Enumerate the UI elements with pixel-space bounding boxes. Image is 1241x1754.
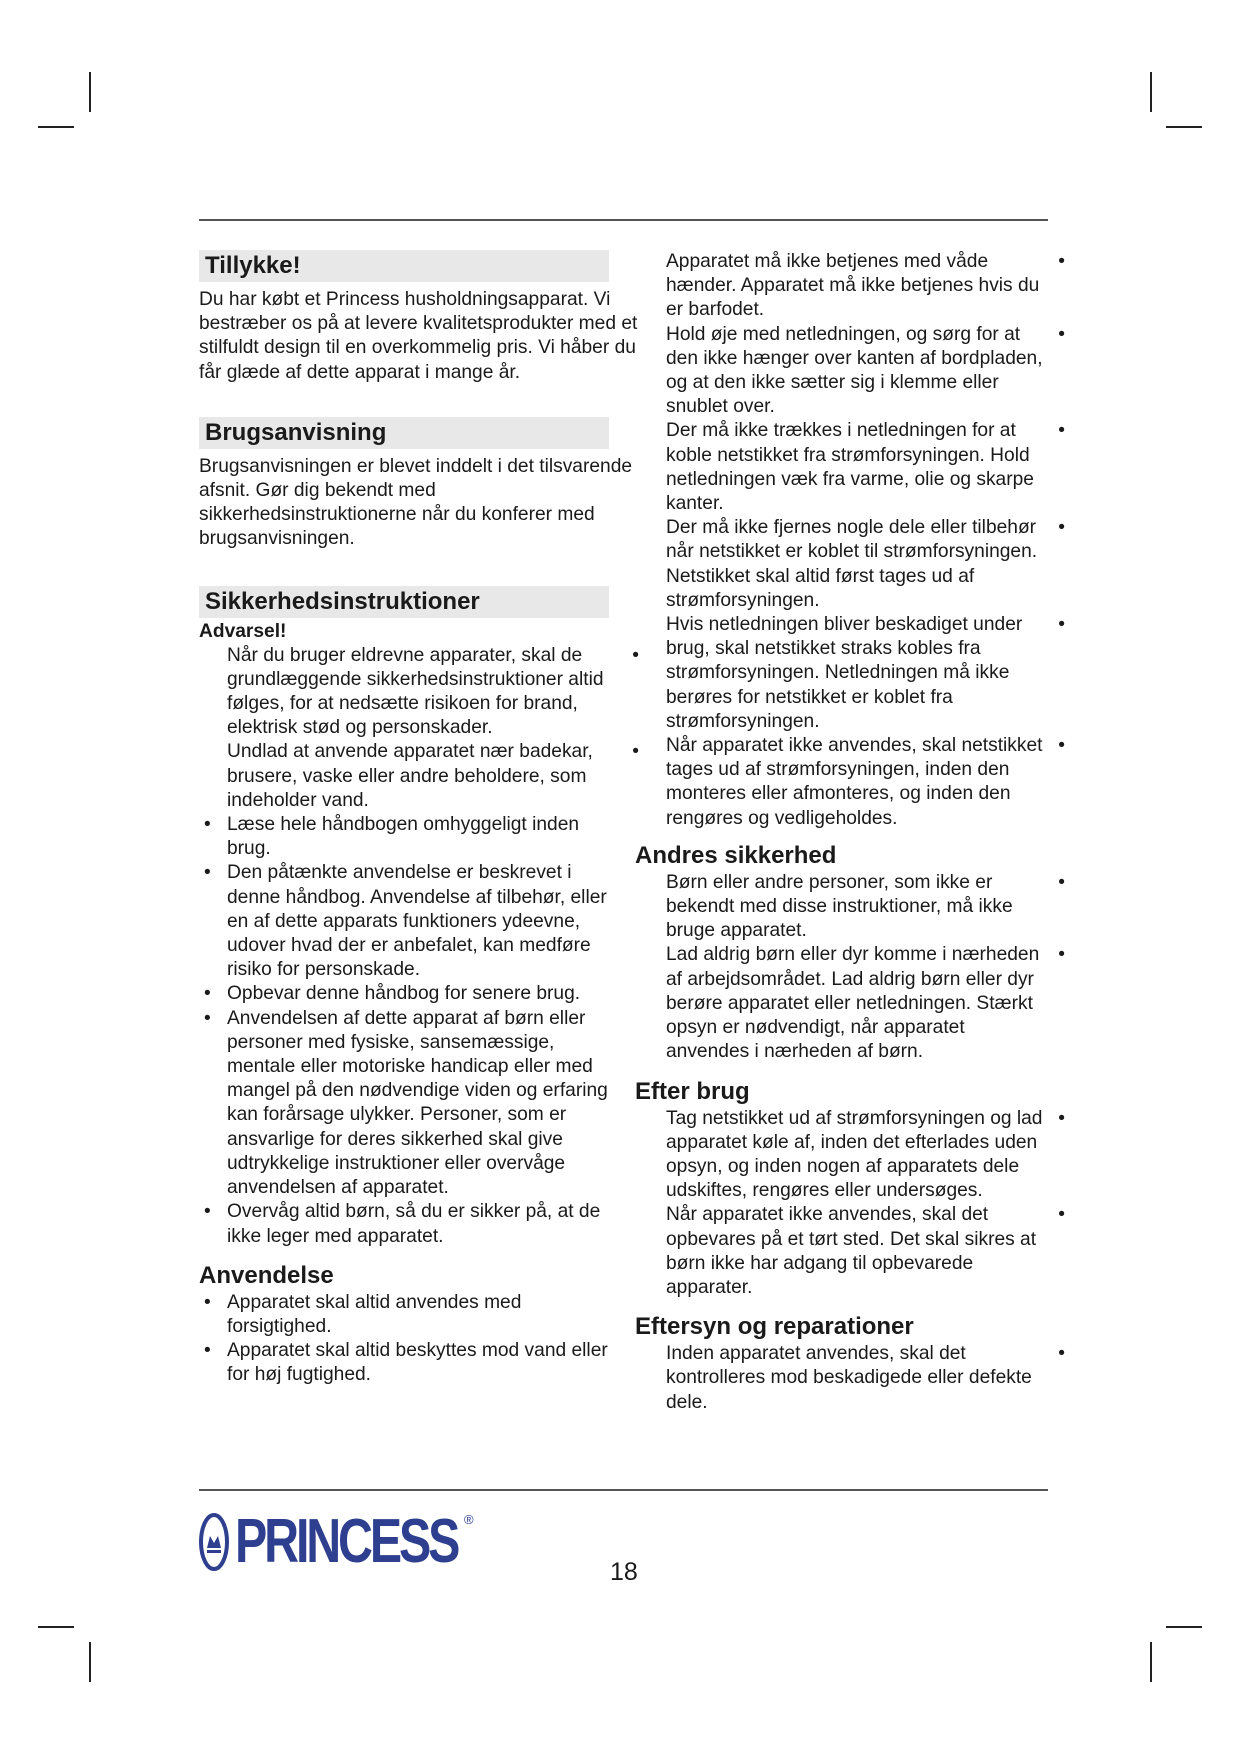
heading-andres-sikkerhed: Andres sikkerhed bbox=[635, 841, 837, 869]
heading-tillykke: Tillykke! bbox=[199, 250, 609, 282]
crop-mark-bottom-right-v bbox=[1150, 1642, 1152, 1682]
crop-mark-bottom-left-v bbox=[89, 1642, 91, 1682]
list-item: Hvis netledningen bliver beskadiget under brug, skal netstikket straks kobles fra strømforsyningen. Netledningen må ikke berøres for netstikket er koblet fra strømforsyningen. • bbox=[635, 613, 1065, 734]
list-item: Når du bruger eldrevne apparater, skal de grundlæggende sikkerhedsinstruktioner altid følges, for at nedsætte risikoen for brand, elektrisk stød og personskader. • bbox=[199, 644, 639, 741]
crop-mark-top-left-v bbox=[89, 72, 91, 112]
heading-sikkerhed: Sikkerhedsinstruktioner bbox=[199, 586, 609, 618]
list-item: Undlad at anvende apparatet nær badekar, brusere, vaske eller andre beholdere, som indeholder vand. • bbox=[199, 740, 639, 813]
crown-emblem-icon bbox=[199, 1510, 229, 1574]
list-item: Når apparatet ikke anvendes, skal det opbevares på et tørt sted. Det skal sikres at børn ikke har adgang til opbevarede apparater. • bbox=[635, 1203, 1065, 1300]
list-item: Der må ikke fjernes nogle dele eller tilbehør når netstikket er koblet til strømforsyningen. Netstikket skal altid først tages ud af strømforsyningen. • bbox=[635, 516, 1065, 613]
left-column bbox=[199, 250, 639, 1388]
brugsanvisning-text: Brugsanvisningen er blevet inddelt i det tilsvarende afsnit. Gør dig bekendt med sikkerhedsinstruktionerne når du konferer med brugsanvisningen. bbox=[199, 455, 633, 550]
warning-label: Advarsel! bbox=[199, 620, 287, 642]
heading-brugsanvisning: Brugsanvisning bbox=[199, 417, 609, 449]
right-column bbox=[635, 250, 1065, 1415]
list-item: • Læse hele håndbogen omhyggeligt inden brug. bbox=[199, 813, 639, 861]
list-item: • Den påtænkte anvendelse er beskrevet i denne håndbog. Anvendelse af tilbehør, eller en af dette apparats funktioners ydeevne, udover hvad der er anbefalet, kan medføre risiko for personskade. bbox=[199, 861, 639, 982]
crop-mark-top-left-h bbox=[38, 126, 74, 128]
bottom-rule bbox=[199, 1489, 1048, 1491]
brand-wordmark: PRINCESS bbox=[235, 1507, 458, 1576]
heading-anvendelse: Anvendelse bbox=[199, 1261, 334, 1289]
list-item: Inden apparatet anvendes, skal det kontrolleres mod beskadigede eller defekte dele. • bbox=[635, 1342, 1065, 1415]
list-item: Apparatet må ikke betjenes med våde hænder. Apparatet må ikke betjenes hvis du er barfodet. • bbox=[635, 250, 1065, 323]
list-item: Lad aldrig børn eller dyr komme i nærheden af arbejdsområdet. Lad aldrig børn eller dyr berøre apparatet eller netledningen. Stærkt opsyn er nødvendigt, når apparatet anvendes i nærheden af børn. • bbox=[635, 943, 1065, 1064]
list-item: Tag netstikket ud af strømforsyningen og lad apparatet køle af, inden det efterlades uden opsyn, og inden nogen af apparatets dele udskiftes, rengøres eller undersøges. • bbox=[635, 1107, 1065, 1204]
list-item: • Anvendelsen af dette apparat af børn eller personer med fysiske, sansemæssige, mentale eller motoriske handicap eller med mangel på den nødvendige viden og erfaring kan forårsage ulykker. Personer, som er ansvarlige for deres sikkerhed skal give udtrykkelige instruktioner eller overvåge anvendelsen af apparatet. bbox=[199, 1007, 639, 1201]
list-item: • Apparatet skal altid anvendes med forsigtighed. bbox=[199, 1291, 639, 1339]
list-item: Der må ikke trækkes i netledningen for at koble netstikket fra strømforsyningen. Hold netledningen væk fra varme, olie og skarpe kanter. • bbox=[635, 419, 1065, 516]
crop-mark-bottom-left-h bbox=[38, 1626, 74, 1628]
crop-mark-top-right-v bbox=[1150, 72, 1152, 112]
list-item: • Apparatet skal altid beskyttes mod vand eller for høj fugtighed. bbox=[199, 1339, 639, 1387]
page-number: 18 bbox=[610, 1558, 638, 1586]
list-item: Hold øje med netledningen, og sørg for at den ikke hænger over kanten af bordpladen, og at den ikke sætter sig i klemme eller snublet over. • bbox=[635, 323, 1065, 420]
registered-mark: ® bbox=[464, 1512, 474, 1527]
intro-text: Du har købt et Princess husholdningsapparat. Vi bestræber os på at levere kvalitetsprodukter med et stilfuldt design til en overkommelig pris. Vi håber du får glæde af dette apparat i mange år. bbox=[199, 289, 638, 383]
heading-eftersyn: Eftersyn og reparationer bbox=[635, 1313, 914, 1341]
top-rule bbox=[199, 219, 1048, 221]
list-item: Børn eller andre personer, som ikke er bekendt med disse instruktioner, må ikke bruge apparatet. • bbox=[635, 871, 1065, 944]
heading-efter-brug: Efter brug bbox=[635, 1077, 750, 1105]
list-item: • Overvåg altid børn, så du er sikker på, at de ikke leger med apparatet. bbox=[199, 1200, 639, 1248]
crop-mark-bottom-right-h bbox=[1166, 1626, 1202, 1628]
list-item: • Opbevar denne håndbog for senere brug. bbox=[199, 982, 639, 1006]
crop-mark-top-right-h bbox=[1166, 126, 1202, 128]
list-item: Når apparatet ikke anvendes, skal netstikket tages ud af strømforsyningen, inden den monteres eller afmonteres, og inden den rengøres og vedligeholdes. • bbox=[635, 734, 1065, 831]
